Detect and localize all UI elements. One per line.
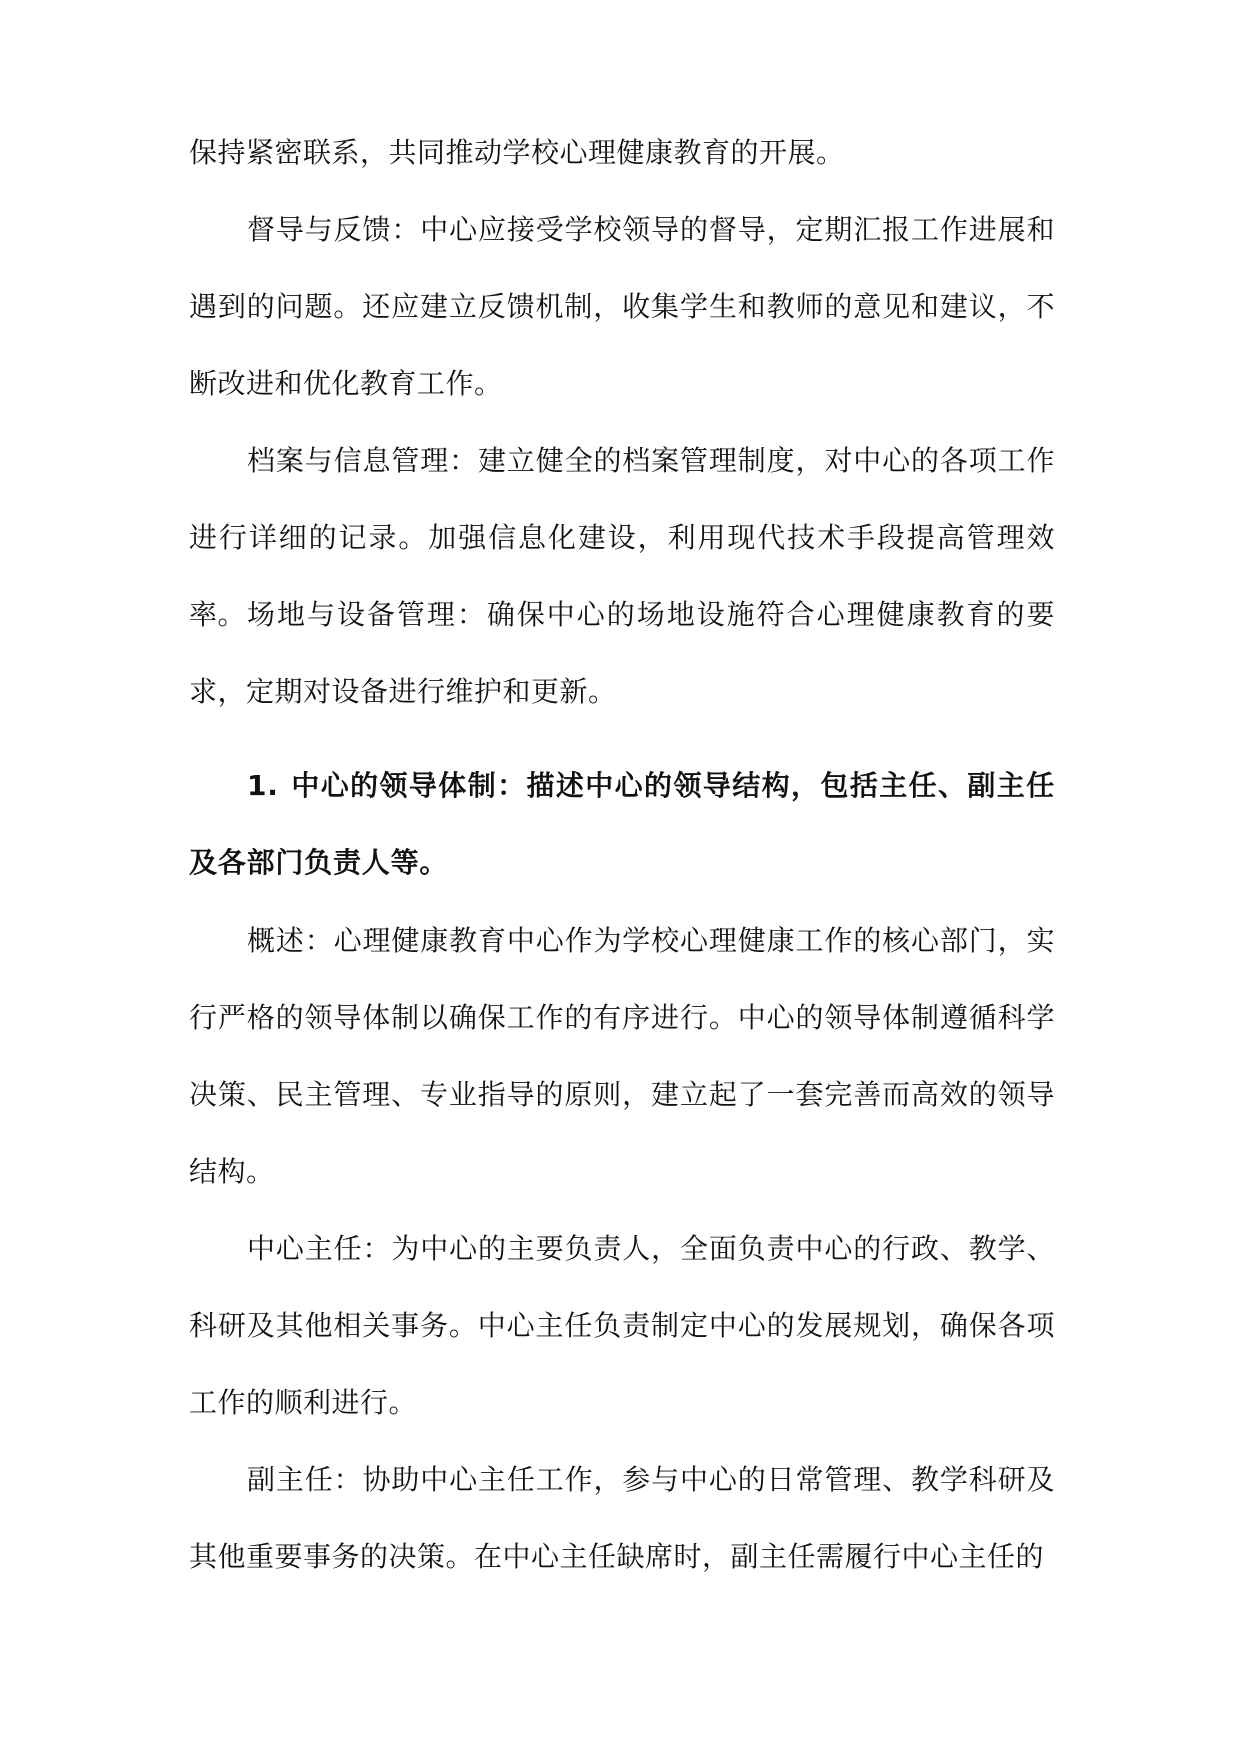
paragraph-supervision-feedback: 督导与反馈：中心应接受学校领导的督导，定期汇报工作进展和遇到的问题。还应建立反馈机制，收集学生和教师的意见和建议，不断改进和优化教育工作。 (189, 213, 1055, 400)
paragraph-director: 中心主任：为中心的主要负责人，全面负责中心的行政、教学、科研及其他相关事务。中心主任负责制定中心的发展规划，确保各项工作的顺利进行。 (189, 1232, 1055, 1419)
paragraph-deputy-director: 副主任：协助中心主任工作，参与中心的日常管理、教学科研及其他重要事务的决策。在中心主任缺席时，副主任需履行中心主任的 (189, 1463, 1055, 1573)
heading-number: 1. (247, 769, 279, 802)
paragraph-archive-management: 档案与信息管理：建立健全的档案管理制度，对中心的各项工作进行详细的记录。加强信息化建设，利用现代技术手段提高管理效率。 (189, 444, 1055, 631)
paragraph-venue-equipment: 场地与设备管理：确保中心的场地设施符合心理健康教育的要求，定期对设备进行维护和更新。 (189, 598, 1055, 708)
paragraph-continuation: 保持紧密联系，共同推动学校心理健康教育的开展。 (189, 136, 845, 169)
paragraph-overview: 概述：心理健康教育中心作为学校心理健康工作的核心部门，实行严格的领导体制以确保工作的有序进行。中心的领导体制遵循科学决策、民主管理、专业指导的原则，建立起了一套完善而高效的领导结构。 (189, 924, 1055, 1188)
section-heading (189, 747, 1055, 901)
heading-text: 中心的领导体制：描述中心的领导结构，包括主任、副主任及各部门负责人等。 (189, 769, 1055, 879)
